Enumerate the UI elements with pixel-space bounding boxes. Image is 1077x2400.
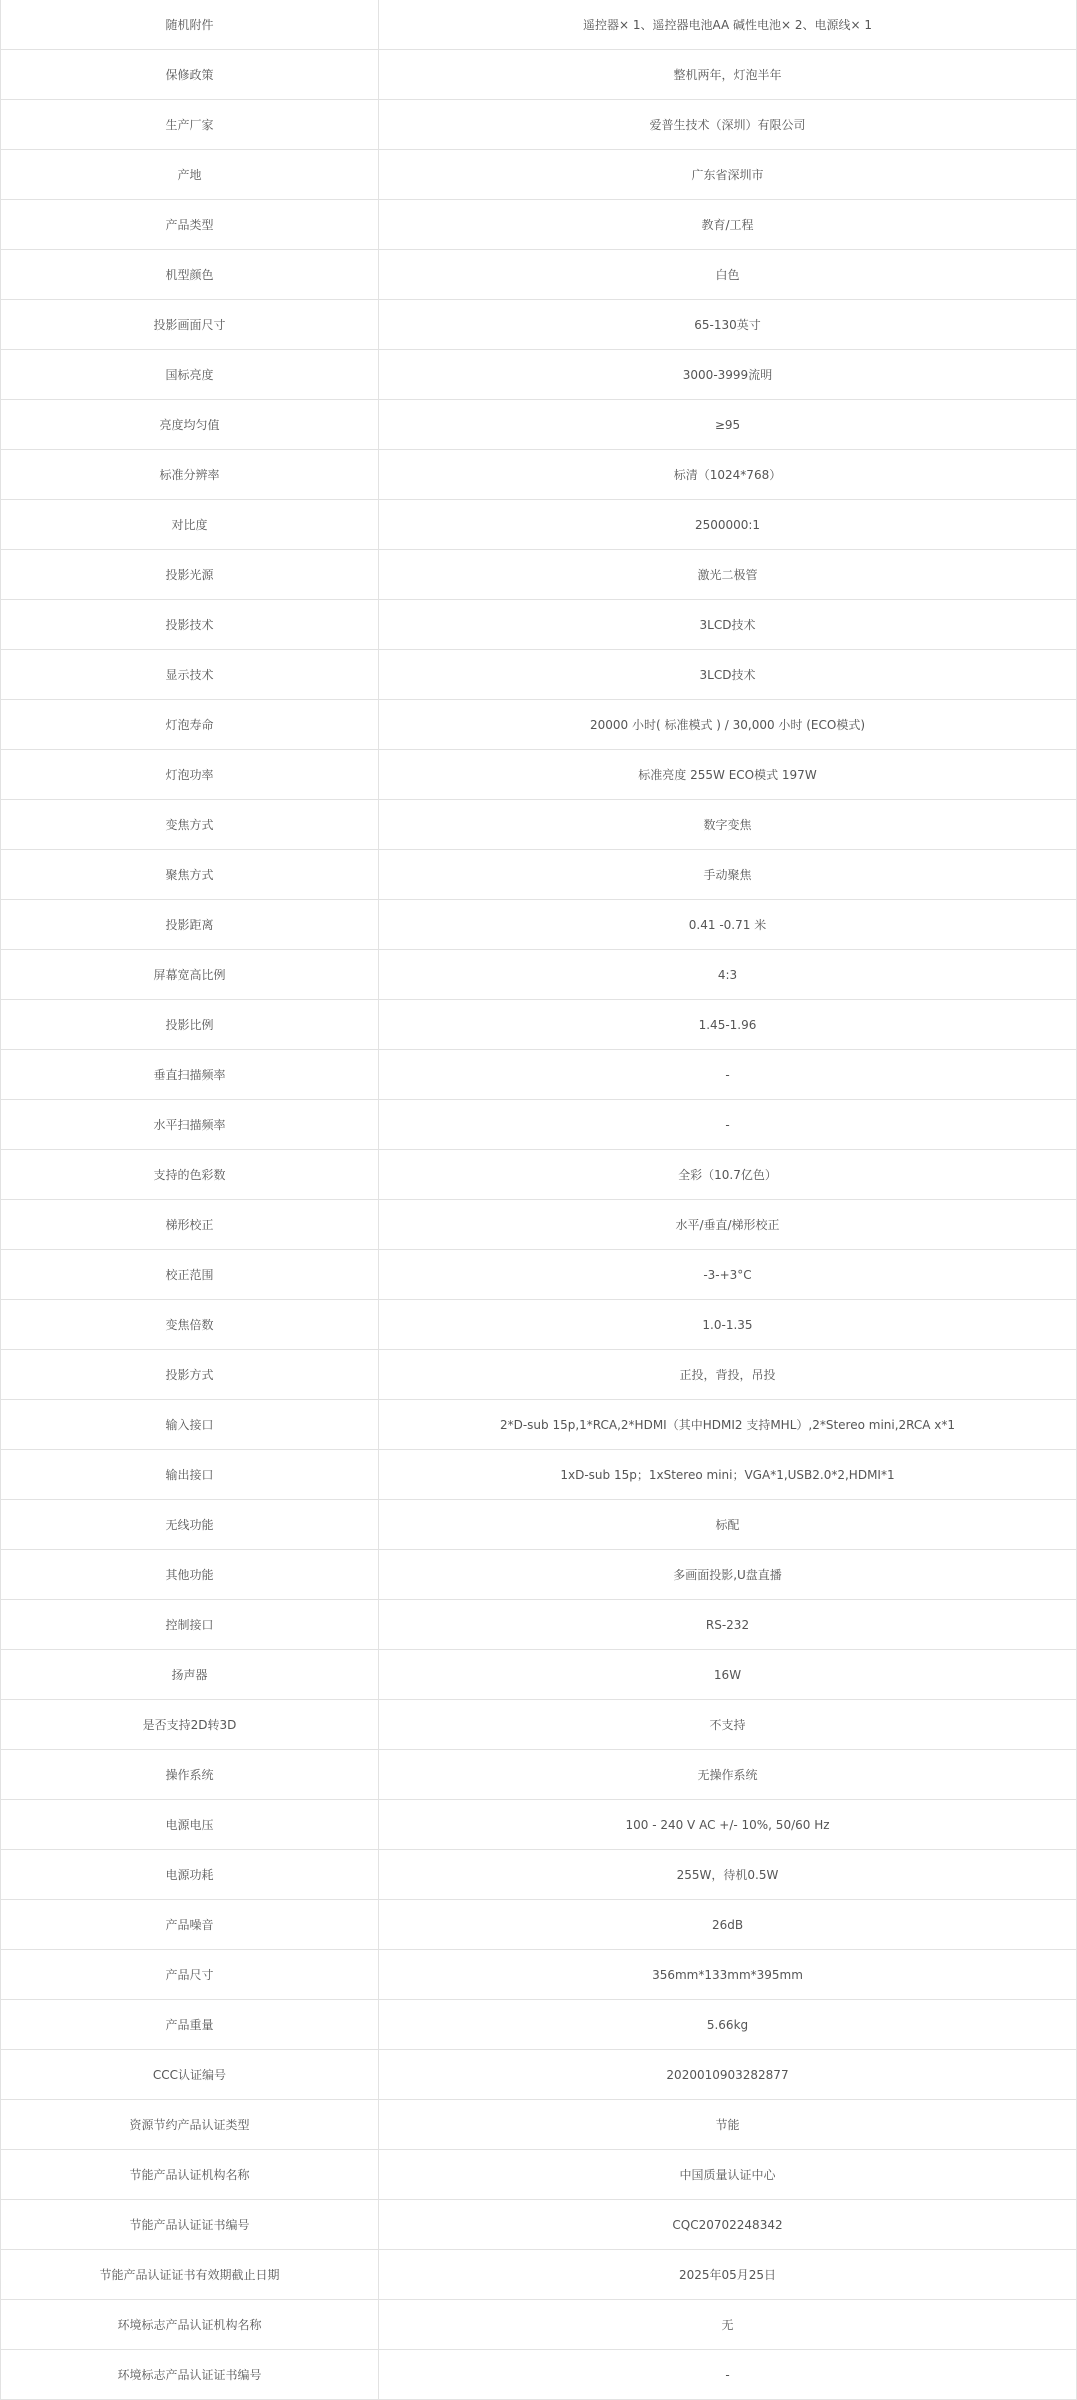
spec-value: 1xD-sub 15p；1xStereo mini；VGA*1,USB2.0*2,HDMI*1 xyxy=(379,1450,1077,1500)
spec-value: 多画面投影,U盘直播 xyxy=(379,1550,1077,1600)
spec-value: - xyxy=(379,1050,1077,1100)
spec-value: 不支持 xyxy=(379,1700,1077,1750)
spec-row xyxy=(1,1850,1077,1900)
spec-value: 65-130英寸 xyxy=(379,300,1077,350)
spec-row xyxy=(1,1200,1077,1250)
spec-label: 生产厂家 xyxy=(1,100,379,150)
spec-value: 356mm*133mm*395mm xyxy=(379,1950,1077,2000)
spec-label: 支持的色彩数 xyxy=(1,1150,379,1200)
spec-row xyxy=(1,650,1077,700)
spec-row xyxy=(1,400,1077,450)
spec-label: 灯泡功率 xyxy=(1,750,379,800)
spec-row xyxy=(1,50,1077,100)
spec-row xyxy=(1,450,1077,500)
spec-value: - xyxy=(379,2350,1077,2400)
spec-value: ≥95 xyxy=(379,400,1077,450)
spec-value: 白色 xyxy=(379,250,1077,300)
spec-value: 2025年05月25日 xyxy=(379,2250,1077,2300)
spec-row xyxy=(1,2250,1077,2300)
spec-value: 2500000:1 xyxy=(379,500,1077,550)
spec-row xyxy=(1,1950,1077,2000)
spec-row xyxy=(1,600,1077,650)
spec-row xyxy=(1,850,1077,900)
spec-row xyxy=(1,1300,1077,1350)
spec-row xyxy=(1,2050,1077,2100)
spec-label: 校正范围 xyxy=(1,1250,379,1300)
spec-label: 是否支持2D转3D xyxy=(1,1700,379,1750)
spec-label: 屏幕宽高比例 xyxy=(1,950,379,1000)
spec-table-body xyxy=(1,0,1077,2400)
spec-value: 爱普生技术（深圳）有限公司 xyxy=(379,100,1077,150)
spec-label: 标准分辨率 xyxy=(1,450,379,500)
spec-value: 2*D-sub 15p,1*RCA,2*HDMI（其中HDMI2 支持MHL）,2*Stereo mini,2RCA x*1 xyxy=(379,1400,1077,1450)
spec-label: 输入接口 xyxy=(1,1400,379,1450)
spec-label: 产品噪音 xyxy=(1,1900,379,1950)
spec-value: CQC20702248342 xyxy=(379,2200,1077,2250)
spec-row xyxy=(1,1050,1077,1100)
spec-row xyxy=(1,0,1077,50)
spec-value: 手动聚焦 xyxy=(379,850,1077,900)
spec-label: 输出接口 xyxy=(1,1450,379,1500)
spec-row xyxy=(1,250,1077,300)
spec-row xyxy=(1,1000,1077,1050)
spec-value: RS-232 xyxy=(379,1600,1077,1650)
spec-value: 255W，待机0.5W xyxy=(379,1850,1077,1900)
spec-value: 激光二极管 xyxy=(379,550,1077,600)
spec-label: 投影画面尺寸 xyxy=(1,300,379,350)
spec-row xyxy=(1,700,1077,750)
spec-value: 3LCD技术 xyxy=(379,600,1077,650)
spec-row xyxy=(1,100,1077,150)
spec-row xyxy=(1,2350,1077,2400)
spec-label: 对比度 xyxy=(1,500,379,550)
spec-value: 正投，背投，吊投 xyxy=(379,1350,1077,1400)
spec-row xyxy=(1,1100,1077,1150)
spec-row xyxy=(1,300,1077,350)
spec-value: 教育/工程 xyxy=(379,200,1077,250)
spec-row xyxy=(1,1600,1077,1650)
spec-label: 垂直扫描频率 xyxy=(1,1050,379,1100)
spec-value: 100 - 240 V AC +/- 10%, 50/60 Hz xyxy=(379,1800,1077,1850)
spec-label: 灯泡寿命 xyxy=(1,700,379,750)
spec-row xyxy=(1,2150,1077,2200)
spec-row xyxy=(1,1550,1077,1600)
spec-value: 3000-3999流明 xyxy=(379,350,1077,400)
spec-row xyxy=(1,1800,1077,1850)
spec-row xyxy=(1,750,1077,800)
spec-value: 20000 小时( 标准模式 ) / 30,000 小时 (ECO模式) xyxy=(379,700,1077,750)
spec-row xyxy=(1,800,1077,850)
spec-value: - xyxy=(379,1100,1077,1150)
spec-value: 4:3 xyxy=(379,950,1077,1000)
spec-label: 节能产品认证机构名称 xyxy=(1,2150,379,2200)
spec-row xyxy=(1,1750,1077,1800)
spec-label: 节能产品认证证书有效期截止日期 xyxy=(1,2250,379,2300)
spec-label: CCC认证编号 xyxy=(1,2050,379,2100)
spec-label: 显示技术 xyxy=(1,650,379,700)
spec-row xyxy=(1,2200,1077,2250)
spec-value: 16W xyxy=(379,1650,1077,1700)
spec-label: 其他功能 xyxy=(1,1550,379,1600)
spec-label: 电源电压 xyxy=(1,1800,379,1850)
spec-row xyxy=(1,200,1077,250)
spec-label: 投影距离 xyxy=(1,900,379,950)
spec-label: 投影方式 xyxy=(1,1350,379,1400)
spec-label: 梯形校正 xyxy=(1,1200,379,1250)
spec-value: 水平/垂直/梯形校正 xyxy=(379,1200,1077,1250)
spec-label: 亮度均匀值 xyxy=(1,400,379,450)
spec-value: 标配 xyxy=(379,1500,1077,1550)
spec-value: 广东省深圳市 xyxy=(379,150,1077,200)
spec-value: 1.45-1.96 xyxy=(379,1000,1077,1050)
spec-row xyxy=(1,1450,1077,1500)
spec-row xyxy=(1,900,1077,950)
spec-row xyxy=(1,1400,1077,1450)
spec-row xyxy=(1,2000,1077,2050)
spec-label: 扬声器 xyxy=(1,1650,379,1700)
spec-label: 聚焦方式 xyxy=(1,850,379,900)
spec-label: 投影技术 xyxy=(1,600,379,650)
spec-label: 保修政策 xyxy=(1,50,379,100)
spec-label: 产品重量 xyxy=(1,2000,379,2050)
spec-row xyxy=(1,1650,1077,1700)
spec-value: 节能 xyxy=(379,2100,1077,2150)
spec-label: 产品尺寸 xyxy=(1,1950,379,2000)
spec-value: 无 xyxy=(379,2300,1077,2350)
spec-label: 投影比例 xyxy=(1,1000,379,1050)
spec-row xyxy=(1,1700,1077,1750)
spec-value: 26dB xyxy=(379,1900,1077,1950)
spec-label: 变焦倍数 xyxy=(1,1300,379,1350)
spec-value: 无操作系统 xyxy=(379,1750,1077,1800)
spec-label: 电源功耗 xyxy=(1,1850,379,1900)
spec-value: 中国质量认证中心 xyxy=(379,2150,1077,2200)
spec-label: 无线功能 xyxy=(1,1500,379,1550)
spec-label: 资源节约产品认证类型 xyxy=(1,2100,379,2150)
spec-row xyxy=(1,1500,1077,1550)
spec-label: 投影光源 xyxy=(1,550,379,600)
spec-label: 产品类型 xyxy=(1,200,379,250)
spec-value: 标准亮度 255W ECO模式 197W xyxy=(379,750,1077,800)
spec-value: 整机两年，灯泡半年 xyxy=(379,50,1077,100)
spec-label: 随机附件 xyxy=(1,0,379,50)
spec-value: 2020010903282877 xyxy=(379,2050,1077,2100)
spec-row xyxy=(1,1900,1077,1950)
spec-row xyxy=(1,150,1077,200)
spec-value: 1.0-1.35 xyxy=(379,1300,1077,1350)
spec-value: 3LCD技术 xyxy=(379,650,1077,700)
spec-label: 控制接口 xyxy=(1,1600,379,1650)
spec-row xyxy=(1,950,1077,1000)
spec-label: 水平扫描频率 xyxy=(1,1100,379,1150)
spec-value: 0.41 -0.71 米 xyxy=(379,900,1077,950)
spec-row xyxy=(1,350,1077,400)
spec-value: 数字变焦 xyxy=(379,800,1077,850)
spec-value: 遥控器× 1、遥控器电池AA 碱性电池× 2、电源线× 1 xyxy=(379,0,1077,50)
spec-row xyxy=(1,1350,1077,1400)
spec-value: 标清（1024*768） xyxy=(379,450,1077,500)
spec-label: 产地 xyxy=(1,150,379,200)
spec-row xyxy=(1,550,1077,600)
spec-label: 国标亮度 xyxy=(1,350,379,400)
spec-label: 环境标志产品认证证书编号 xyxy=(1,2350,379,2400)
spec-row xyxy=(1,500,1077,550)
spec-value: 5.66kg xyxy=(379,2000,1077,2050)
spec-label: 节能产品认证证书编号 xyxy=(1,2200,379,2250)
spec-value: -3-+3°C xyxy=(379,1250,1077,1300)
spec-label: 环境标志产品认证机构名称 xyxy=(1,2300,379,2350)
spec-value: 全彩（10.7亿色） xyxy=(379,1150,1077,1200)
spec-label: 变焦方式 xyxy=(1,800,379,850)
spec-label: 操作系统 xyxy=(1,1750,379,1800)
spec-row xyxy=(1,2100,1077,2150)
spec-row xyxy=(1,2300,1077,2350)
spec-row xyxy=(1,1250,1077,1300)
spec-row xyxy=(1,1150,1077,1200)
spec-label: 机型颜色 xyxy=(1,250,379,300)
